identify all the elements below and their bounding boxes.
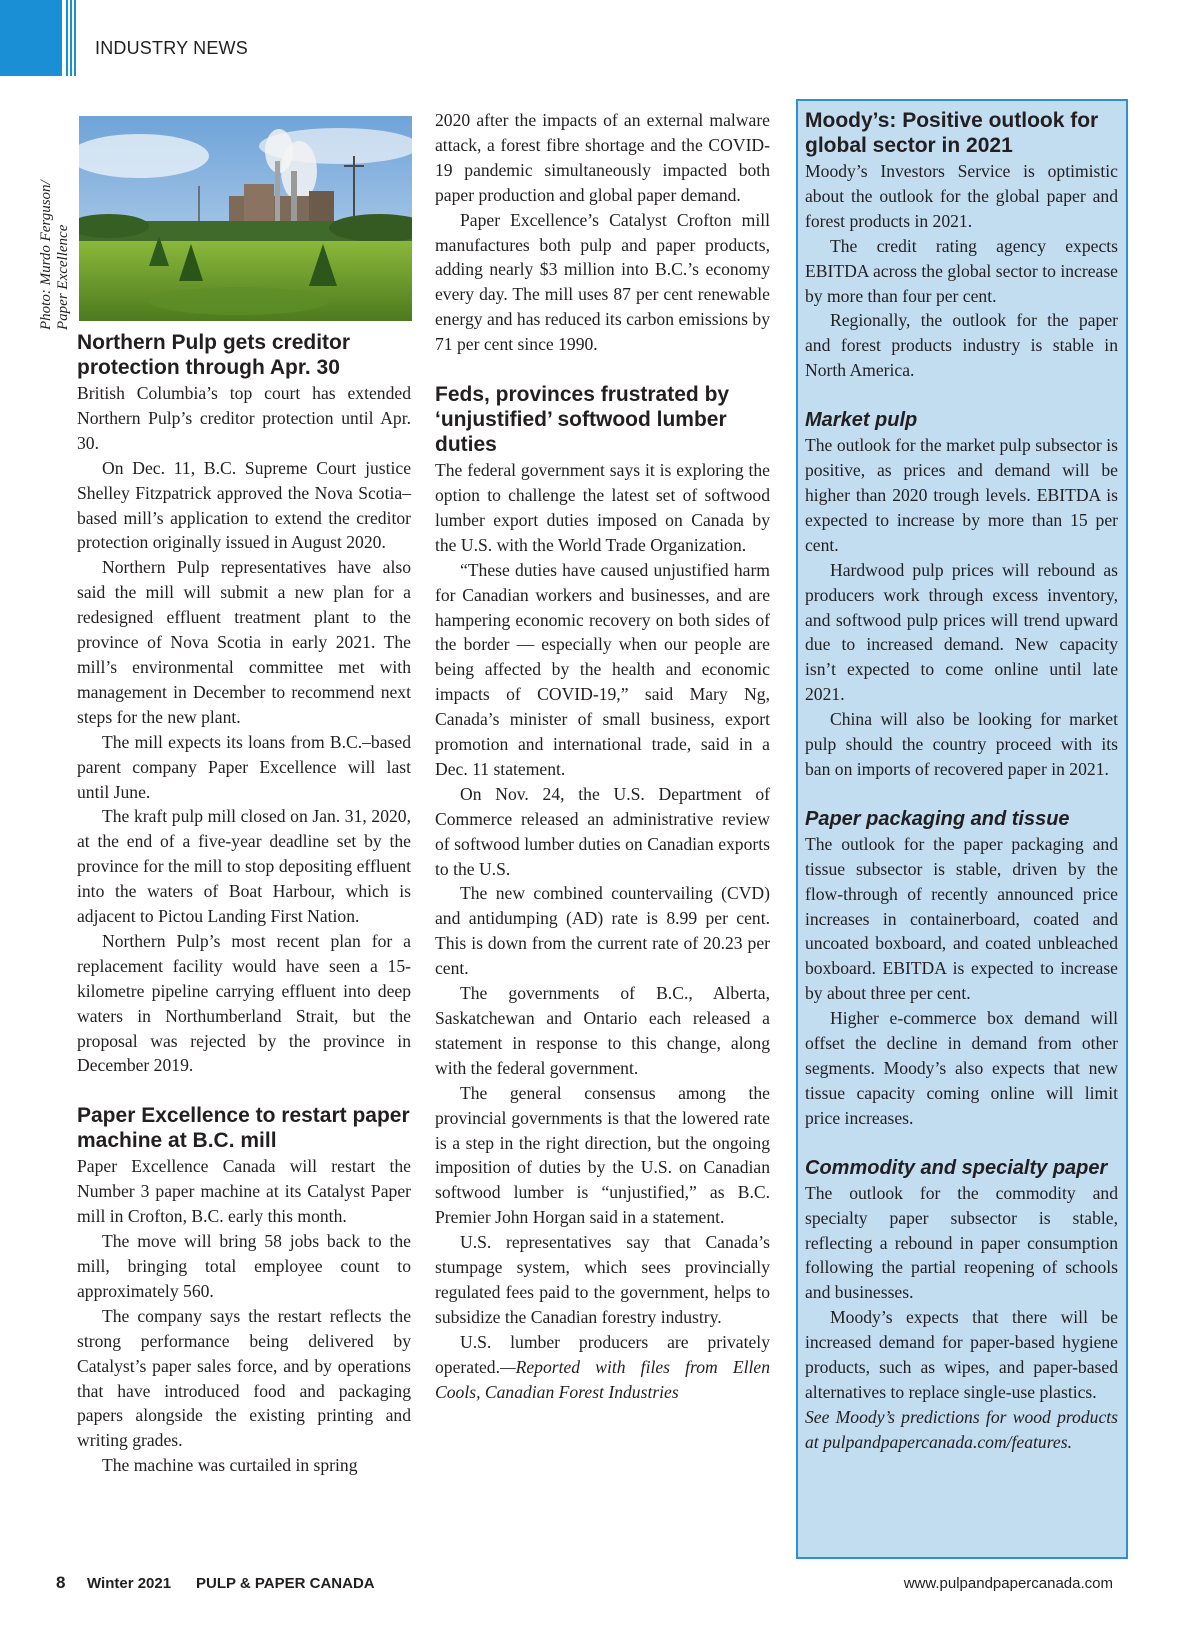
sidebar-subhead: Paper packaging and tissue	[805, 807, 1070, 830]
article-paragraph: The new combined countervailing (CVD) and antidumping (AD) rate is 8.99 per cent. This is down from the current rate of 20.23 per cent.	[435, 883, 770, 979]
sidebar-content	[805, 108, 1118, 1455]
article-paragraph: Paper Excellence Canada will restart the Number 3 paper machine at its Catalyst Paper mill in Crofton, B.C. early this month.	[77, 1156, 411, 1227]
issue-label: Winter 2021	[87, 1575, 172, 1592]
sidebar-paragraph: Hardwood pulp prices will rebound as producers work through excess inventory, and softwood pulp prices will trend upward due to increased demand. New capacity isn’t expected to come online until late 2021.	[805, 559, 1118, 705]
article-paragraph: 2020 after the impacts of an external malware attack, a forest fibre shortage and the COVID-19 pandemic simultaneously impacted both paper production and global paper demand.	[435, 110, 770, 205]
article-text: U.S. lumber producers are privately operated.	[435, 1331, 770, 1377]
photo-credit-line: Photo: Murdo Ferguson/	[38, 180, 54, 330]
header-accent-stripe	[66, 0, 68, 76]
article-paragraph: Northern Pulp’s most recent plan for a replacement facility would have seen a 15-kilometre pipeline carrying effluent into deep waters in Northumberland Strait, but the proposal was rejected by the province in December 2019.	[77, 930, 411, 1076]
article-paragraph: “These duties have caused unjustified harm for Canadian workers and businesses, and are hampering economic recovery on both sides of the border — especially when our people are being affected by the health and economic impacts of COVID-19,” said Mary Ng, Canada’s minister of small business, export promotion and international trade, said in a Dec. 11 statement.	[435, 559, 770, 779]
sidebar-paragraph: The outlook for the commodity and specialty paper subsector is stable, reflecting a rebound in paper consumption following the partial reopening of schools and businesses.	[805, 1182, 1118, 1303]
photo-credit	[38, 90, 72, 330]
sidebar-paragraph: Moody’s expects that there will be increased demand for paper-based hygiene products, such as wipes, and paper-based alternatives to replace single-use plastics.	[805, 1307, 1118, 1402]
article-headline: Feds, provinces frustrated by ‘unjustified’ softwood lumber duties	[435, 383, 730, 457]
spacer	[77, 1078, 411, 1103]
article-paragraph: Paper Excellence’s Catalyst Crofton mill manufactures both pulp and paper products, adding nearly $3 million into B.C.’s economy every day. The mill uses 87 per cent renewable energy and has reduced its carbon emissions by 71 per cent since 1990.	[435, 209, 770, 355]
article-paragraph: Northern Pulp representatives have also said the mill will submit a new plan for a redesigned effluent treatment plant to the province of Nova Scotia in early 2021. The mill’s environmental committee met with management in December to recommend next steps for the new plant.	[77, 557, 411, 727]
spacer	[805, 782, 1118, 807]
article-paragraph: The kraft pulp mill closed on Jan. 31, 2020, at the end of a five-year deadline set by the province for the mill to stop depositing effluent into the waters of Boat Harbour, which is adjacent to Pictou Landing First Nation.	[77, 806, 411, 927]
header-accent-stripe	[74, 0, 76, 76]
sidebar-subhead: Commodity and specialty paper	[805, 1156, 1108, 1179]
sidebar-subhead: Market pulp	[805, 409, 918, 432]
spacer	[805, 1131, 1118, 1156]
mill-landscape-image	[79, 116, 412, 321]
section-label: INDUSTRY NEWS	[95, 38, 248, 58]
sidebar-paragraph: The outlook for the paper packaging and tissue subsector is stable, driven by the flow-through of recently announced price increases in containerboard, coated and uncoated boxboard, and coated unbleached boxboard. EBITDA is expected to increase by about three per cent.	[805, 833, 1118, 1004]
page-number: 8	[56, 1573, 66, 1592]
article-paragraph: British Columbia’s top court has extended Northern Pulp’s creditor protection until Apr. 30.	[77, 383, 411, 453]
photo-credit-line: Paper Excellence	[55, 224, 71, 330]
article-headline: Paper Excellence to restart paper machine at B.C. mill	[77, 1104, 410, 1153]
header-accent-stripe	[70, 0, 72, 76]
article-paragraph: The general consensus among the provincial governments is that the lowered rate is a step in the right direction, but the ongoing imposition of duties by the U.S. on Canadian softwood lumber is “unjustified,” as B.C. Premier John Horgan said in a statement.	[435, 1082, 770, 1228]
sidebar-paragraph: China will also be looking for market pulp should the country proceed with its ban on imports of recovered paper in 2021.	[805, 709, 1118, 779]
article-paragraph: U.S. representatives say that Canada’s stumpage system, which sees provincially regulated fees paid to the government, helps to subsidize the Canadian forestry industry.	[435, 1232, 770, 1327]
article-paragraph: The move will bring 58 jobs back to the mill, bringing total employee count to approximately 560.	[77, 1231, 411, 1301]
sidebar-headline: Moody’s: Positive outlook for global sector in 2021	[805, 109, 1099, 157]
sidebar-paragraph: The outlook for the market pulp subsector is positive, as prices and demand will be higher than 2020 trough levels. EBITDA is expected to increase by more than 15 per cent.	[805, 435, 1118, 555]
sidebar-paragraph: Moody’s Investors Service is optimistic about the outlook for the global paper and forest products in 2021.	[805, 161, 1118, 231]
article-paragraph: The machine was curtailed in spring	[102, 1455, 358, 1476]
article-headline: Northern Pulp gets creditor protection through Apr. 30	[77, 331, 351, 379]
article-paragraph: The governments of B.C., Alberta, Saskatchewan and Ontario each released a statement in response to this change, along with the federal government.	[435, 983, 770, 1078]
article-paragraph: The company says the restart reflects the strong performance being delivered by Catalyst’s paper sales force, and by operations that have introduced food and packaging papers alongside the existing printing and writing grades.	[77, 1305, 411, 1451]
column-2	[435, 108, 770, 1405]
article-attribution: —Reported with files from Ellen Cools, Canadian Forest Industries	[435, 1356, 770, 1402]
sidebar-paragraph: Higher e-commerce box demand will offset the decline in demand from other segments. Moody’s also expects that new tissue capacity coming online will limit price increases.	[805, 1008, 1118, 1128]
sidebar-paragraph: The credit rating agency expects EBITDA across the global sector to increase by more than four per cent.	[805, 235, 1118, 306]
article-paragraph: The mill expects its loans from B.C.–based parent company Paper Excellence will last until June.	[77, 731, 411, 802]
column-1	[77, 330, 411, 1478]
article-paragraph: The federal government says it is exploring the option to challenge the latest set of softwood lumber export duties imposed on Canada by the U.S. with the World Trade Organization.	[435, 460, 770, 555]
spacer	[435, 357, 770, 382]
header-accent-block	[0, 0, 62, 76]
article-paragraph: On Dec. 11, B.C. Supreme Court justice Shelley Fitzpatrick approved the Nova Scotia–based mill’s application to extend the creditor protection originally issued in August 2020.	[77, 457, 411, 553]
website-link[interactable]: www.pulpandpapercanada.com	[903, 1575, 1113, 1592]
article-paragraph	[435, 1330, 770, 1405]
sidebar-footnote: See Moody’s predictions for wood products at pulpandpapercanada.com/features.	[805, 1406, 1118, 1452]
spacer	[805, 383, 1118, 408]
mill-photo	[79, 116, 412, 321]
magazine-name: PULP & PAPER CANADA	[196, 1575, 375, 1592]
sidebar-paragraph: Regionally, the outlook for the paper and forest products industry is stable in North America.	[805, 310, 1118, 381]
article-paragraph: On Nov. 24, the U.S. Department of Commerce released an administrative review of softwood lumber duties on Canadian exports to the U.S.	[435, 783, 770, 879]
